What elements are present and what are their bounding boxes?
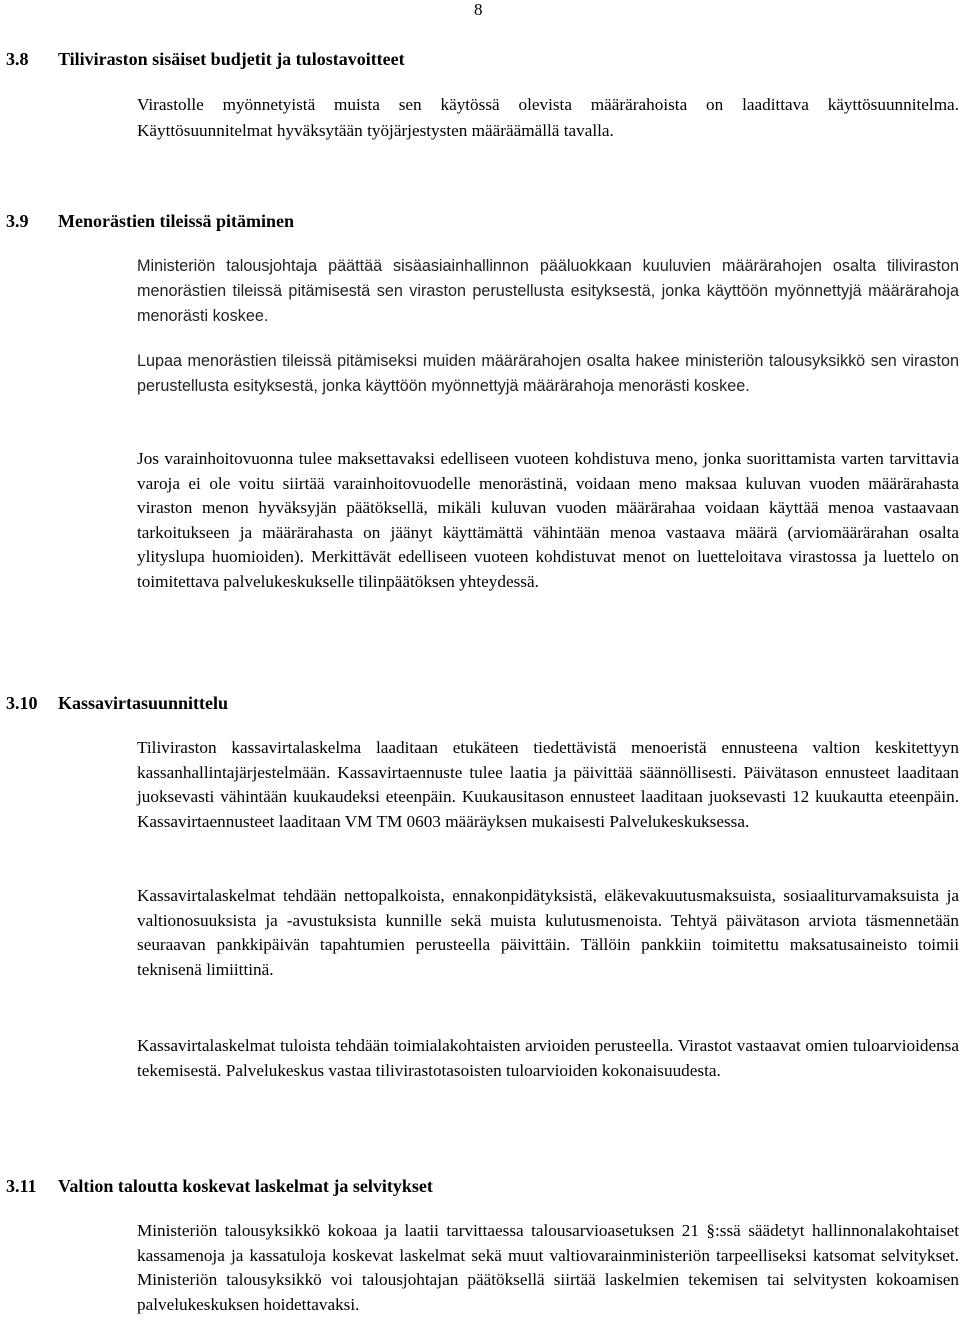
section-heading-3-8 [6,48,405,70]
section-number: 3.10 [6,693,38,713]
paragraph: Ministeriön talousjohtaja päättää sisäasiainhallinnon pääluokkaan kuuluvien määrärahojen osalta tiliviraston menorästien tileissä pitämisestä sen viraston perustellusta esityksestä, jonka käyttöön myönnettyjä määrärahoja menorästi koskee. [137,257,959,325]
paragraph: Kassavirtalaskelmat tehdään nettopalkoista, ennakonpidätyksistä, eläkevakuutusmaksuista, sosiaaliturvamaksuista ja valtionosuuksista ja -avustuksista kunnille sekä muista kulutusmenoista. Tehtyä päivätason arviota täsmennetään seuraavan pankkipäivän tapahtumien perusteella päivittäin. Tällöin pankkiin toimitettu maksatusaineisto toimii teknisenä limiittinä. [137,886,959,979]
section-number: 3.9 [6,211,29,231]
section-title: Kassavirtasuunnittelu [58,693,229,713]
paragraph: Ministeriön talousyksikkö kokoaa ja laatii tarvittaessa talousarvioasetuksen 21 §:ssä säädetyt hallinnonalakohtaiset kassamenoja ja kassatuloja koskevat laskelmat sekä muut valtiovarainministeriön tarpeelliseksi katsomat selvitykset. Ministeriön talousyksikkö voi talousjohtajan päätöksellä siirtää laskelmien tekemisen tai selvitysten kokoamisen palvelukeskuksen hoidettavaksi. [137,1221,959,1314]
section-number: 3.11 [6,1176,37,1196]
section-heading-3-11 [6,1175,433,1197]
section-title: Tiliviraston sisäiset budjetit ja tulostavoitteet [58,49,405,69]
section-number: 3.8 [6,49,29,69]
paragraph: Jos varainhoitovuonna tulee maksettavaksi edelliseen vuoteen kohdistuva meno, jonka suorittamista varten tarvittavia varoja ei ole voitu siirtää varainhoitovuodelle menorästinä, voidaan meno maksaa kuluvan vuoden määrärahasta viraston menon hyväksyjän päätöksellä, mikäli kuluvan vuoden määrärahaa voidaan käyttää menoa vastaavaan tarkoitukseen ja määrärahasta on jäänyt käyttämättä vähintään menoa vastaava määrä (arviomäärärahan osalta ylityslupa huomioiden). Merkittävät edelliseen vuoteen kohdistuvat menot on luetteloitava virastossa ja luettelo on toimitettava palvelukeskukselle tilinpäätöksen yhteydessä. [137,449,959,591]
paragraph: Kassavirtalaskelmat tuloista tehdään toimialakohtaisten arvioiden perusteella. Virastot vastaavat omien tuloarvioidensa tekemisestä. Palvelukeskus vastaa tilivirastotasoisten tuloarvioiden kokonaisuudesta. [137,1036,959,1080]
section-title: Valtion taloutta koskevat laskelmat ja selvitykset [58,1176,433,1196]
paragraph: Lupaa menorästien tileissä pitämiseksi muiden määrärahojen osalta hakee ministeriön talousyksikkö sen viraston perustellusta esityksestä, jonka käyttöön myönnettyjä määrärahoja menorästi koskee. [137,352,959,395]
paragraph: Tiliviraston kassavirtalaskelma laaditaan etukäteen tiedettävistä menoeristä ennusteena valtion keskitettyyn kassanhallintajärjestelmään. Kassavirtaennuste tulee laatia ja päivittää säännöllisesti. Päivätason ennusteet laaditaan juoksevasti vähintään kuukaudeksi eteenpäin. Kuukausitason ennusteet laaditaan juoksevasti 12 kuukautta eteenpäin. Kassavirtaennusteet laaditaan VM TM 0603 määräyksen mukaisesti Palvelukeskuksessa. [137,738,959,831]
page-number: 8 [474,0,483,19]
paragraph: Virastolle myönnetyistä muista sen käytössä olevista määrärahoista on laadittava käyttösuunnitelma. Käyttösuunnitelmat hyväksytään työjärjestysten määräämällä tavalla. [137,95,959,140]
section-title: Menorästien tileissä pitäminen [58,211,294,231]
section-heading-3-10 [6,692,228,714]
section-heading-3-9 [6,210,294,232]
